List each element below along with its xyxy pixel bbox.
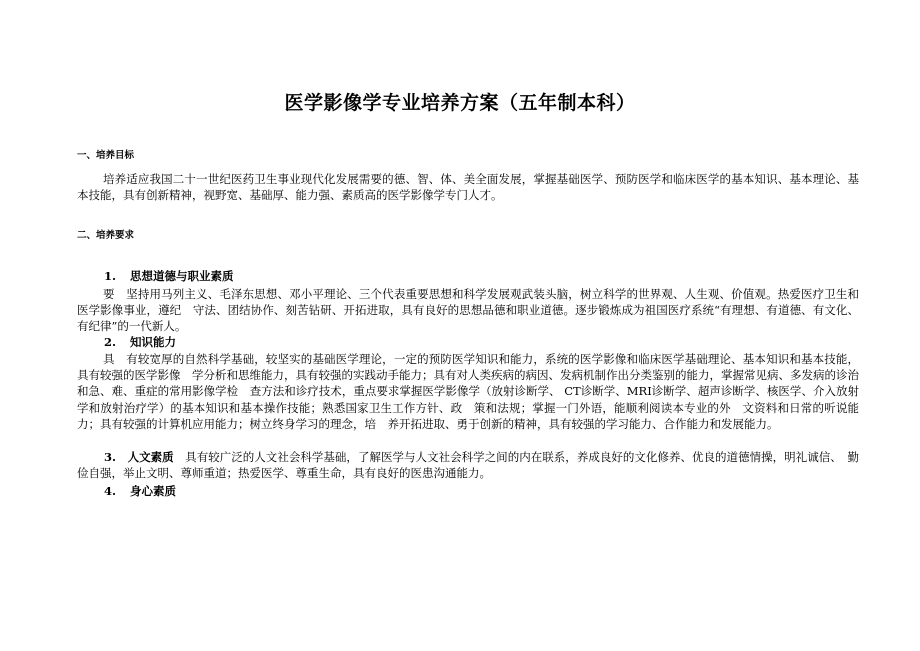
- subheading-number: 2.: [104, 335, 117, 349]
- subheading-number: 4.: [104, 484, 117, 498]
- knowledge-ability-paragraph: 具 有较宽厚的自然科学基础，较坚实的基础医学理论，一定的预防医学知识和能力，系统的医学影像和临床医学基础理论、基本知识和基本技能，具有较强的医学影像 学分析和思维能力，具有较强的实践动手能力；具有对人类疾病的病因、发病机制作出分类鉴别的能力，掌握常见病、多发病的诊治和急、难、重症的常用影像学检 查方法和诊疗技术，重点要求掌握医学影像学（放射诊断学、 CT诊断学、MRI诊断学、超声诊断学、核医学、介入放射学和放射治疗学）的基本知识和基本操作技能；熟悉国家卫生工作方针、政 策和法规；掌握一门外语，能顺利阅读本专业的外 文资料和日常的听说能力；具有较强的计算机应用能力；树立终身学习的理念，培 养开拓进取、勇于创新的精神，具有较强的学习能力、合作能力和发展能力。: [77, 352, 859, 431]
- ideology-morality-paragraph: 要 坚持用马列主义、毛泽东思想、邓小平理论、三个代表重要思想和科学发展观武装头脑，树立科学的世界观、人生观、价值观。热爱医疗卫生和医学影像事业，遵纪 守法、团结协作、刻苦钻研、开拓进取，具有良好的思想品德和职业道德。逐步锻炼成为祖国医疗系统“有理想、有道德、有文化、有纪律”的一代新人。: [77, 287, 859, 334]
- subheading-humanities: 人文素质: [127, 450, 174, 464]
- subheading-ideology-morality: [104, 268, 234, 284]
- humanities-body: 具有较广泛的人文社会科学基础，了解医学与人文社会科学之间的内在联系，养成良好的文化修养、优良的道德情操，明礼诚信、 勤俭自强，举止文明、尊师重道；热爱医学、尊重生命，具有良好的医患沟通能力。: [77, 450, 860, 481]
- section-heading-training-requirements: 二、培养要求: [77, 230, 135, 241]
- subheading-title: 身心素质: [130, 484, 176, 498]
- subheading-physical-mental: [104, 483, 176, 499]
- subheading-number: 3.: [104, 450, 117, 464]
- subheading-title: 知识能力: [130, 335, 176, 349]
- subheading-number: 1.: [104, 269, 117, 283]
- section-heading-training-goal: 一、培养目标: [77, 150, 135, 161]
- training-goal-paragraph: 培养适应我国二十一世纪医药卫生事业现代化发展需要的德、智、体、美全面发展，掌握基础医学、预防医学和临床医学的基本知识、基本理论、基本技能，具有创新精神，视野宽、基础厚、能力强、素质高的医学影像学专门人才。: [77, 172, 859, 203]
- subheading-knowledge-ability: [104, 334, 176, 350]
- humanities-paragraph: [77, 449, 859, 481]
- page-title: 医学影像学专业培养方案（五年制本科）: [284, 92, 636, 114]
- subheading-title: 思想道德与职业素质: [130, 269, 234, 283]
